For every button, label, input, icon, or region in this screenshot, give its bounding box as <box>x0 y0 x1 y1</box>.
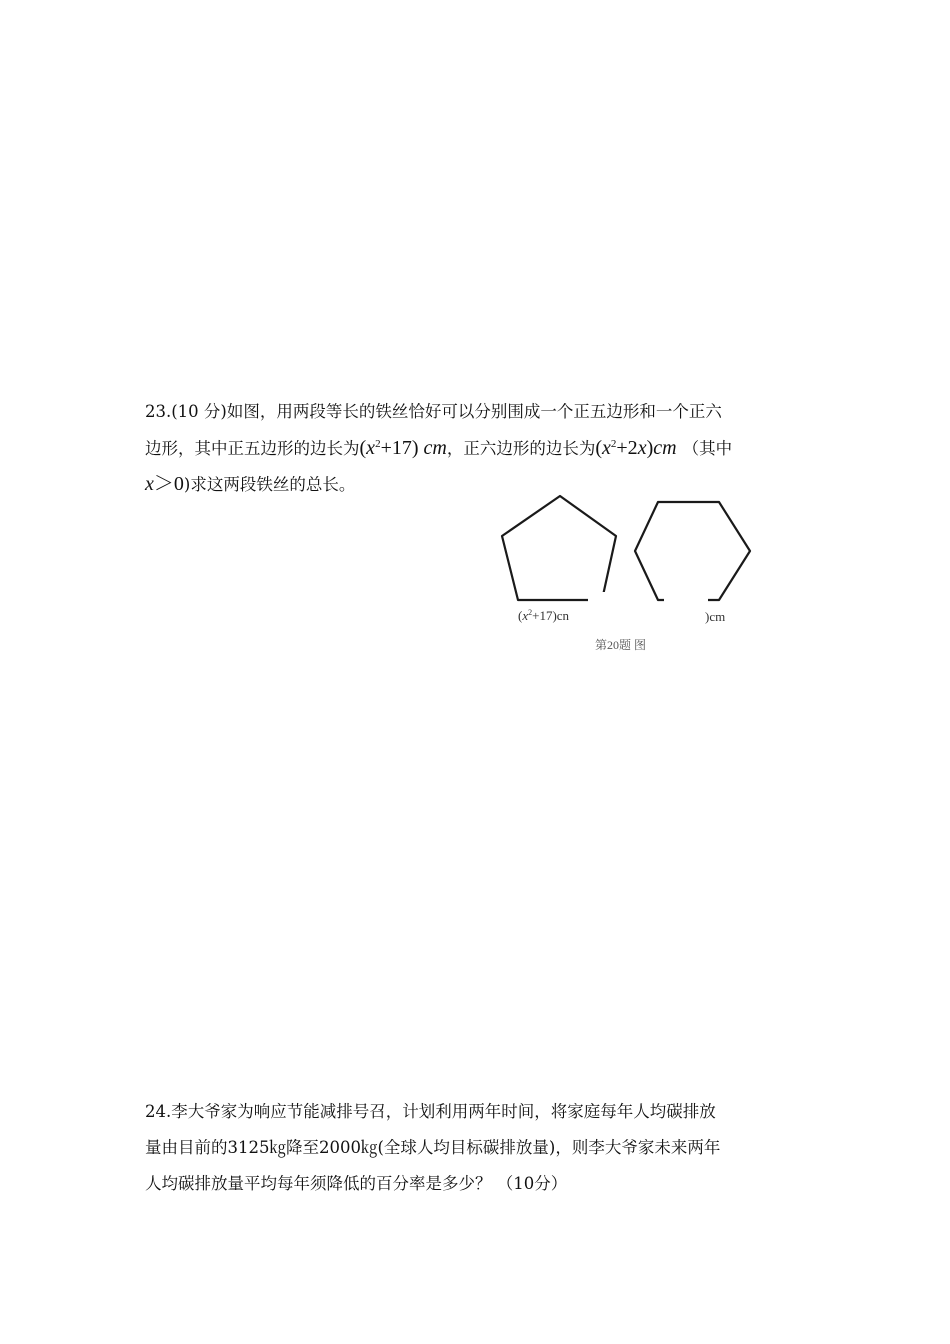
paren: ) <box>646 437 654 459</box>
regular-pentagon <box>502 496 616 600</box>
condition: ＞0 <box>153 473 184 495</box>
polygon-figure <box>498 492 758 652</box>
label-mask <box>588 592 608 606</box>
expression-rest: +17)cn <box>532 608 570 623</box>
variable-x: x <box>145 473 154 495</box>
question-24-line-2: 量由目前的3125㎏降至2000㎏(全球人均目标碳排放量)，则李大爷家未来两年 <box>145 1138 721 1157</box>
variable-x: x <box>366 437 376 459</box>
figure-caption: 第20题 图 <box>595 638 647 652</box>
question-23-text: （其中 <box>682 439 733 458</box>
question-24-line-3: 人均碳排放量平均每年须降低的百分率是多少？ （10分） <box>145 1174 568 1193</box>
expression-mid: +2 <box>616 437 638 459</box>
exponent: 2 <box>375 438 381 450</box>
regular-hexagon <box>635 502 750 600</box>
question-23-line-2 <box>145 430 810 466</box>
unit: cm <box>653 437 677 459</box>
question-23 <box>145 394 810 502</box>
question-23-text: ，正六边形的边长为 <box>446 439 596 458</box>
hexagon-side-label: )cm <box>705 609 726 624</box>
unit: cm <box>423 437 447 459</box>
exponent: 2 <box>528 608 533 617</box>
exponent: 2 <box>610 438 617 450</box>
paren: ( <box>359 437 367 459</box>
paren: ( <box>595 437 603 459</box>
polygon-drawing <box>498 492 758 652</box>
question-23-line-1: 23.(10 分)如图，用两段等长的铁丝恰好可以分别围成一个正五边形和一个正六 <box>145 402 722 421</box>
pentagon-side-label <box>518 608 569 624</box>
question-23-text: 边形，其中正五边形的边长为 <box>145 439 360 458</box>
expression-rest: +17) <box>380 437 424 459</box>
variable-x: x <box>602 437 611 459</box>
paren: ( <box>518 608 523 623</box>
variable-x: x <box>637 437 647 459</box>
pentagon-side-expression <box>360 437 447 459</box>
question-24 <box>145 1094 810 1202</box>
hexagon-side-expression <box>595 437 676 459</box>
label-mask <box>664 592 708 606</box>
variable-x: x <box>522 608 529 623</box>
question-23-text: )求这两段铁丝的总长。 <box>183 475 356 494</box>
question-24-line-1: 24.李大爷家为响应节能减排号召，计划利用两年时间，将家庭每年人均碳排放 <box>145 1102 716 1121</box>
